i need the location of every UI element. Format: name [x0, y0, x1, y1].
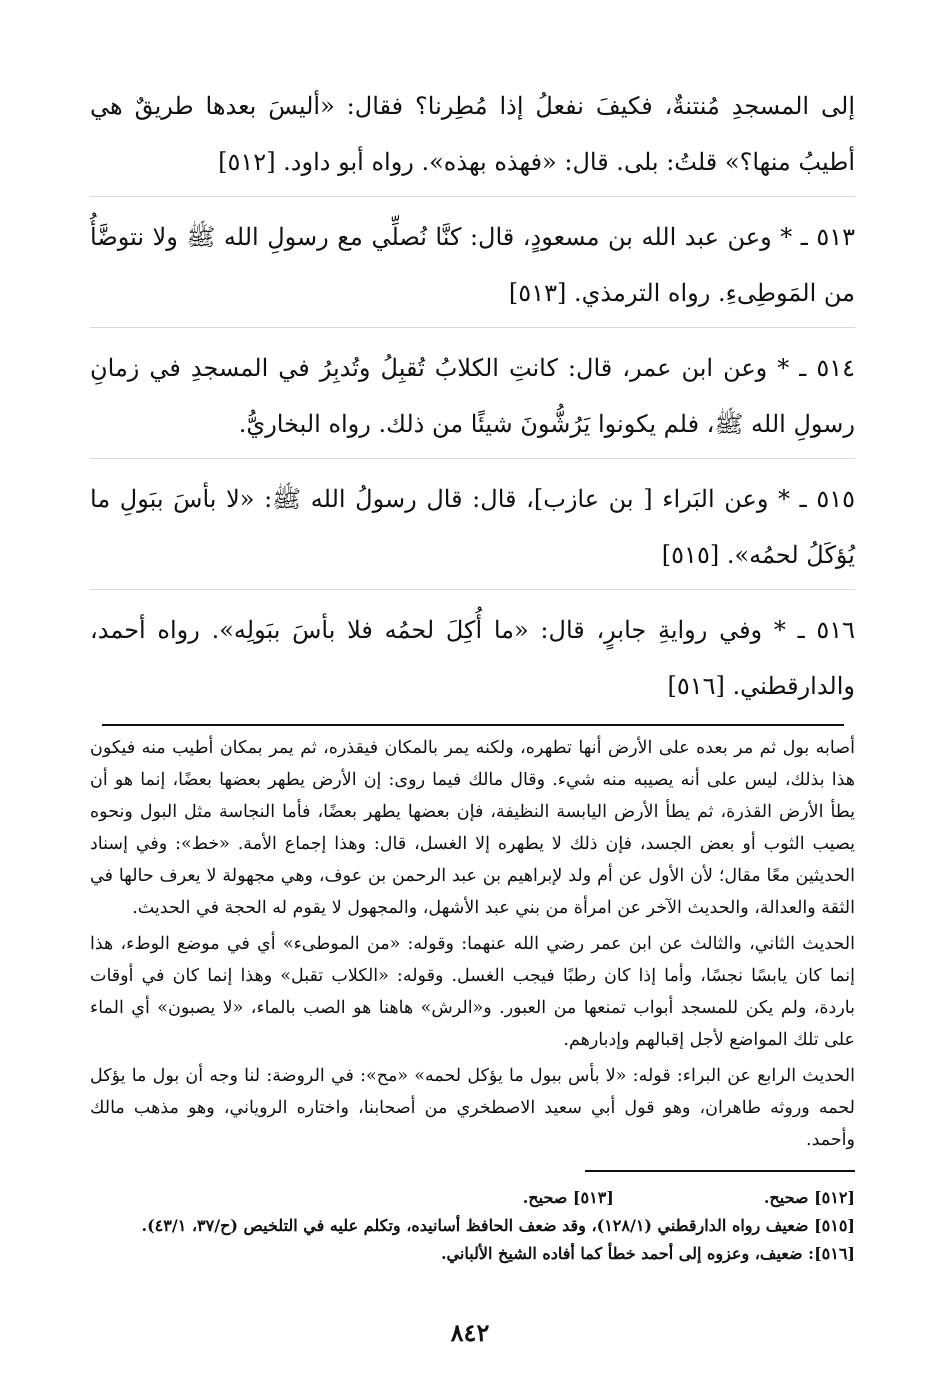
hadith-513: ٥١٣ ـ * وعن عبد الله بن مسعودٍ، قال: كنَّا نُصلِّي مع رسولِ الله ﷺ ولا نتوضَّأُ من المَوطِىءِ. رواه الترمذي. [٥١٣] — [90, 209, 855, 328]
footnote-513: [٥١٣] صحيح. — [522, 1188, 614, 1207]
hadith-514: ٥١٤ ـ * وعن ابن عمر، قال: كانتِ الكلابُ تُقبِلُ وتُدبِرُ في المسجدِ في زمانِ رسولِ الله ﷺ، فلم يكونوا يَرُشُّونَ شيئًا من ذلك. رواه البخاريُّ. — [90, 340, 855, 459]
footnote-divider — [585, 1170, 855, 1172]
commentary-paragraph: أصابه بول ثم مر بعده على الأرض أنها تطهره، ولكنه يمر بالمكان فيقذره، ثم يمر بمكان أطيب منه فيكون هذا بذلك، ليس على أنه يصيبه منه شيء. وقال مالك فيما روى: إن الأرض يطهر بعضها بعضًا، إنما هو أن يطأ الأرض القذرة، ثم يطأ الأرض اليابسة النظيفة، فإن بعضها يطهر بعضًا، فأما النجاسة مثل البول ونحوه يصيب الثوب أو بعض الجسد، فإن ذلك لا يطهره إلا الغسل، قال: وهذا إجماع الأمة. «خط»: وفي إسناد الحديثين معًا مقال؛ لأن الأول عن أم ولد لإبراهيم بن عبد الرحمن بن عوف، وهي مجهولة لا يعرف حالها في الثقة والعدالة، والحديث الآخر عن امرأة من بني عبد الأشهل، والمجهول لا يقوم له الحجة في الحديث. — [90, 738, 855, 918]
commentary-paragraph: الحديث الرابع عن البراء: قوله: «لا بأس ببول ما يؤكل لحمه» «مح»: في الروضة: لنا وجه أن بول ما يؤكل لحمه وروثه طاهران، وهو قول أبي سعيد الاصطخري من أصحابنا، واختاره الروياني، وهو مذهب مالك وأحمد. — [90, 1066, 855, 1150]
hadith-512-continuation: إلى المسجدِ مُنتنةٌ، فكيفَ نفعلُ إذا مُطِرنا؟ فقال: «أليسَ بعدها طريقٌ هي أطيبُ منها؟» قلتُ: بلى. قال: «فهذه بهذه». رواه أبو داود. [٥١٢] — [90, 78, 855, 197]
footnote-515: [٥١٥] ضعيف رواه الدارقطني (١٢٨/١)، وقد ضعف الحافظ أسانيده، وتكلم عليه في التلخيص (ح/٣٧، ٤٣/١). — [141, 1216, 855, 1235]
hadith-515: ٥١٥ ـ * وعن البَراء [ بن عازب]، قال: قال رسولُ الله ﷺ: «لا بأسَ ببَولِ ما يُؤكَلُ لحمُه». [٥١٥] — [90, 471, 855, 590]
footnotes — [90, 1184, 855, 1268]
hadith-516: ٥١٦ ـ * وفي روايةِ جابرٍ، قال: «ما أُكِلَ لحمُه فلا بأسَ ببَولِه». رواه أحمد، والدارقطني. [٥١٦] — [90, 616, 855, 700]
commentary — [90, 732, 855, 1156]
footnote-512: [٥١٢] صحيح. — [763, 1188, 855, 1207]
page-number: ٨٤٢ — [450, 1318, 490, 1347]
commentary-divider — [102, 724, 844, 726]
footnote-516: [٥١٦]: ضعيف، وعزوه إلى أحمد خطأ كما أفاده الشيخ الألباني. — [440, 1244, 855, 1263]
main-text — [90, 78, 855, 714]
commentary-paragraph: الحديث الثاني، والثالث عن ابن عمر رضي الله عنهما: وقوله: «من الموطىء» أي في موضع الوطء، هذا إنما كان يابسًا نجسًا، وأما إذا كان رطبًا فيجب الغسل. وقوله: «الكلاب تقبل» وهذا إنما كان في أوقات باردة، ولم يكن للمسجد أبواب تمنعها من العبور. و«الرش» هاهنا هو الصب بالماء، «لا يصبون» أي الماء على تلك المواضع لأجل إقبالهم وإدبارهم. — [90, 934, 855, 1050]
page-body — [90, 78, 855, 1268]
footnote-row — [90, 1184, 855, 1212]
